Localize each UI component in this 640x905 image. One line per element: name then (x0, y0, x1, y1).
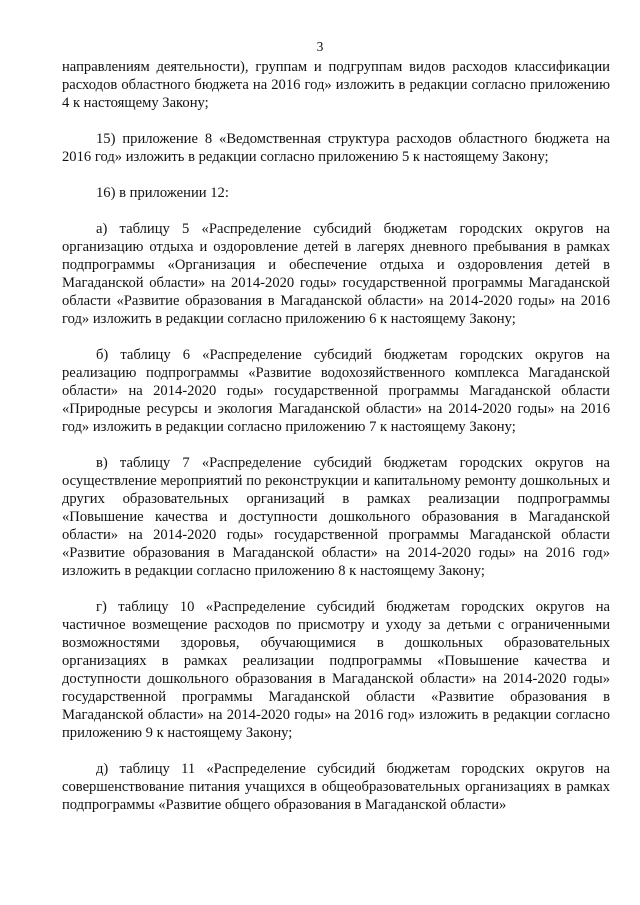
paragraph-item-16: 16) в приложении 12: (96, 185, 229, 201)
document-body (62, 58, 610, 832)
paragraph-continuation: направлениям деятельности), группам и подгруппам видов расходов классификации расходов областного бюджета на 2016 год» изложить в редакции согласно приложению 4 к настоящему Закону; (62, 59, 610, 111)
paragraph-subitem-d: д) таблицу 11 «Распределение субсидий бюджетам городских округов на совершенствование питания учащихся в общеобразовательных организациях в рамках подпрограммы «Развитие общего образования в Магаданской области» (62, 761, 610, 813)
paragraph-subitem-v: в) таблицу 7 «Распределение субсидий бюджетам городских округов на осуществление мероприятий по реконструкции и капитальному ремонту дошкольных и других образовательных организаций в рамках реализации подпрограммы «Повышение качества и доступности дошкольного образования в Магаданской области» на 2014-2020 годы» государственной программы Магаданской области «Развитие образования в Магаданской области» на 2014-2020 годы» на 2016 год» изложить в редакции согласно приложению 8 к настоящему Закону; (62, 455, 610, 579)
paragraph-item-15: 15) приложение 8 «Ведомственная структура расходов областного бюджета на 2016 год» изложить в редакции согласно приложению 5 к настоящему Закону; (62, 131, 610, 165)
page-number: 3 (316, 39, 324, 54)
paragraph-subitem-g: г) таблицу 10 «Распределение субсидий бюджетам городских округов на частичное возмещение расходов по присмотру и уходу за детьми с ограниченными возможностями здоровья, обучающимися в дошкольных образовательных организациях в рамках реализации подпрограммы «Повышение качества и доступности дошкольного образования в Магаданской области» на 2014-2020 годы» государственной программы Магаданской области «Развитие образования в Магаданской области» на 2014-2020 годы» на 2016 год» изложить в редакции согласно приложению 9 к настоящему Закону; (62, 599, 610, 741)
paragraph-subitem-b: б) таблицу 6 «Распределение субсидий бюджетам городских округов на реализацию подпрограммы «Развитие водохозяйственного комплекса Магаданской области» на 2014-2020 годы» государственной программы Магаданской области «Природные ресурсы и экология Магаданской области» на 2014-2020 годы» на 2016 год» изложить в редакции согласно приложению 7 к настоящему Закону; (62, 347, 610, 435)
paragraph-subitem-a: а) таблицу 5 «Распределение субсидий бюджетам городских округов на организацию отдыха и оздоровление детей в лагерях дневного пребывания в рамках подпрограммы «Организация и обеспечение отдыха и оздоровления детей в Магаданской области» на 2014-2020 годы» государственной программы Магаданской области «Развитие образования в Магаданской области» на 2014-2020 годы» на 2016 год» изложить в редакции согласно приложению 6 к настоящему Закону; (62, 221, 610, 327)
